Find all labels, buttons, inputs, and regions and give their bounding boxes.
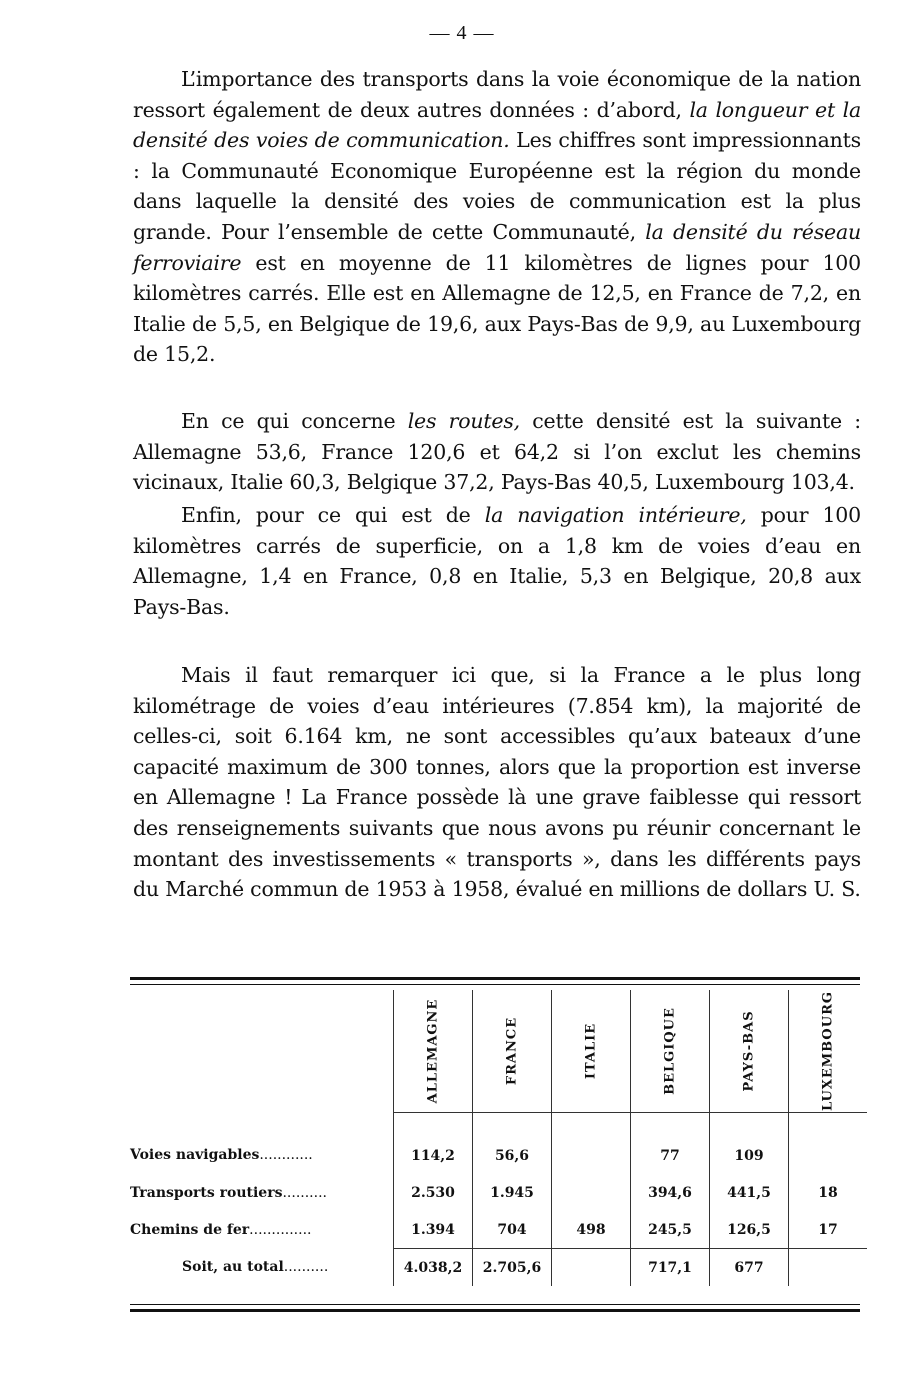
total-cell: 2.705,6 — [473, 1249, 552, 1287]
table-total-row — [130, 1249, 867, 1287]
row-label: Transports routiers.......... — [130, 1184, 327, 1201]
table-cell: 1.394 — [394, 1211, 473, 1249]
p1-text-a: L’importance des transports dans la voie économique de la nation ressort également de deux autres données : d’abord, — [133, 67, 861, 122]
paragraph-4 — [133, 660, 861, 905]
total-cell — [789, 1249, 868, 1287]
p3-text-a: Enfin, pour ce qui est de — [181, 503, 485, 527]
p1-text-e: est en moyenne de 11 kilomètres de lignes pour 100 kilomètres carrés. Elle est en Allemagne de 12,5, en France de 7,2, en Italie de 5,5, en Belgique de 19,6, aux Pays-Bas de 9,9, au Luxembourg de 15,2. — [133, 250, 861, 367]
table-cell: 394,6 — [631, 1174, 710, 1211]
p1-emphasis-d: la densité du réseau ferroviaire — [133, 219, 861, 275]
p2-text-c: cette densité est la suivante : Allemagne 53,6, France 120,6 et 64,2 si l’on exclut les chemins vicinaux, Italie 60,3, Belgique 37,2, Pays-Bas 40,5, Luxembourg 103,4. — [133, 409, 861, 495]
p1-emphasis-b: la longueur et la densité des voies de communication. — [133, 97, 861, 153]
p3-emphasis-b: la navigation intérieure, — [484, 503, 747, 527]
table-cell: 498 — [552, 1211, 631, 1249]
table-row — [130, 1211, 867, 1249]
total-cell: 4.038,2 — [394, 1249, 473, 1287]
table-cell — [552, 1113, 631, 1175]
column-header-france: FRANCE — [473, 990, 552, 1113]
table-row — [130, 1113, 867, 1175]
paragraph-2 — [133, 406, 861, 498]
row-label: Voies navigables............ — [130, 1147, 313, 1164]
table-cell: 126,5 — [710, 1211, 789, 1249]
table-top-rule-thin — [130, 984, 860, 985]
table-cell: 17 — [789, 1211, 868, 1249]
table-cell: 109 — [710, 1113, 789, 1175]
p2-text-a: En ce qui concerne — [181, 409, 408, 433]
table-bottom-rule-thin — [130, 1304, 860, 1305]
column-header-pays-bas: PAYS-BAS — [710, 990, 789, 1113]
table-cell: 441,5 — [710, 1174, 789, 1211]
table-cell: 1.945 — [473, 1174, 552, 1211]
table-row — [130, 1174, 867, 1211]
table-cell: 56,6 — [473, 1113, 552, 1175]
column-header-italie: ITALIE — [552, 990, 631, 1113]
total-cell: 677 — [710, 1249, 789, 1287]
table-top-rule-thick — [130, 977, 860, 980]
paragraph-3 — [133, 500, 861, 622]
row-label: Chemins de fer.............. — [130, 1221, 312, 1238]
table-header-row — [130, 990, 867, 1113]
total-label: Soit, au total.......... — [182, 1259, 329, 1276]
table-cell — [552, 1174, 631, 1211]
paragraph-1 — [133, 64, 861, 370]
table-cell: 18 — [789, 1174, 868, 1211]
table-cell: 704 — [473, 1211, 552, 1249]
investment-table — [130, 990, 860, 1286]
column-header-belgique: BELGIQUE — [631, 990, 710, 1113]
page-number: — 4 — — [429, 22, 495, 44]
table-cell: 77 — [631, 1113, 710, 1175]
table-cell: 114,2 — [394, 1113, 473, 1175]
table-cell — [789, 1113, 868, 1175]
table-cell: 2.530 — [394, 1174, 473, 1211]
table-bottom-rule-thick — [130, 1309, 860, 1312]
p4-text-a: Mais il faut remarquer ici que, si la France a le plus long kilométrage de voies d’eau intérieures (7.854 km), la majorité de celles-ci, soit 6.164 km, ne sont accessibles qu’aux bateaux d’une capacité maximum de 300 tonnes, alors que la proportion est inverse en Allemagne ! La France possède là une grave faiblesse qui ressort des renseignements suivants que nous avons pu réunir concernant le montant des investissements « transports », dans les différents pays du Marché commun de 1953 à 1958, évalué en millions de dollars U. S. — [133, 663, 861, 902]
p3-text-c: pour 100 kilomètres carrés de superficie, on a 1,8 km de voies d’eau en Allemagne, 1,4 en France, 0,8 en Italie, 5,3 en Belgique, 20,8 aux Pays-Bas. — [133, 503, 861, 619]
total-cell — [552, 1249, 631, 1287]
total-cell: 717,1 — [631, 1249, 710, 1287]
column-header-luxembourg: LUXEMBOURG — [789, 990, 868, 1113]
column-header-allemagne: ALLEMAGNE — [394, 990, 473, 1113]
p1-text-c: Les chiffres sont impressionnants : la Communauté Economique Européenne est la région du monde dans laquelle la densité des voies de communication est la plus grande. Pour l’ensemble de cette Communauté, — [133, 128, 862, 244]
table-cell: 245,5 — [631, 1211, 710, 1249]
p2-emphasis-b: les routes, — [407, 409, 520, 433]
table-header-blank — [130, 990, 394, 1113]
